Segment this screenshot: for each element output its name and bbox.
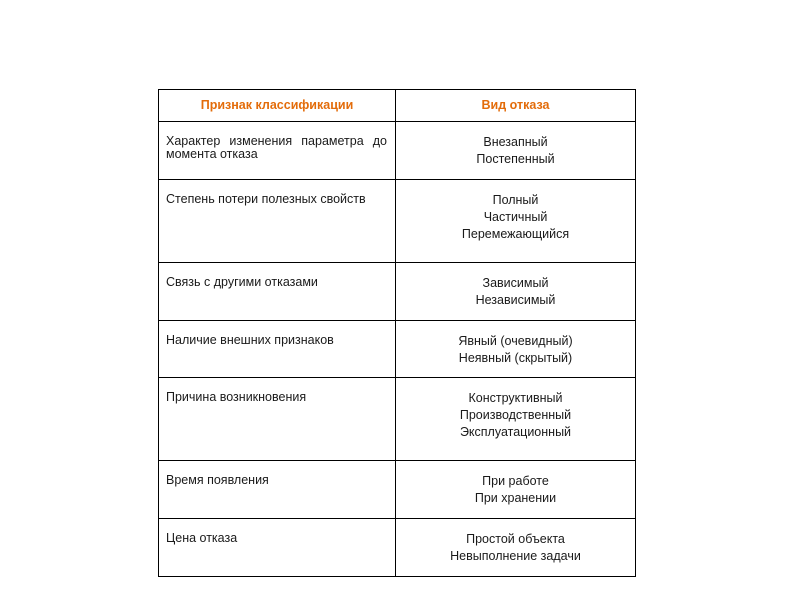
failure-type: При работе	[482, 474, 549, 488]
table-row	[159, 263, 636, 321]
criterion-cell: Связь с другими отказами	[159, 263, 396, 321]
table-row	[159, 519, 636, 577]
failure-type: Зависимый	[482, 276, 549, 290]
header-failure-type: Вид отказа	[396, 90, 636, 122]
failure-type: Перемежающийся	[461, 227, 570, 241]
criterion-cell: Наличие внешних признаков	[159, 321, 396, 378]
failure-type: Постепенный	[476, 152, 555, 166]
header-criterion: Признак классификации	[159, 90, 396, 122]
criterion-cell: Причина возникновения	[159, 378, 396, 461]
failure-type: Эксплуатационный	[459, 425, 572, 439]
table-row	[159, 122, 636, 180]
criterion-cell: Время появления	[159, 461, 396, 519]
failure-types-cell	[396, 378, 636, 461]
failure-type: Полный	[492, 193, 539, 207]
criterion-cell: Цена отказа	[159, 519, 396, 577]
failure-types-cell	[396, 321, 636, 378]
failure-type: Производственный	[459, 408, 572, 422]
failure-types-cell	[396, 461, 636, 519]
failure-type: Невыполнение задачи	[450, 549, 581, 563]
failure-type: Явный (очевидный)	[458, 334, 573, 348]
failure-types-cell	[396, 122, 636, 180]
table-row	[159, 180, 636, 263]
table-row	[159, 378, 636, 461]
table-header-row	[159, 90, 636, 122]
failure-type: Внезапный	[483, 135, 548, 149]
failure-classification-table	[158, 89, 636, 577]
failure-types-cell	[396, 180, 636, 263]
criterion-cell: Характер изменения параметра до момента отказа	[159, 122, 396, 180]
failure-types-cell	[396, 519, 636, 577]
failure-types-cell	[396, 263, 636, 321]
failure-type: Частичный	[483, 210, 548, 224]
table-row	[159, 461, 636, 519]
failure-type: Простой объекта	[466, 532, 565, 546]
failure-type: При хранении	[474, 491, 557, 505]
failure-type: Конструктивный	[468, 391, 563, 405]
table-row	[159, 321, 636, 378]
failure-type: Независимый	[475, 293, 556, 307]
failure-type: Неявный (скрытый)	[458, 351, 573, 365]
criterion-cell: Степень потери полезных свойств	[159, 180, 396, 263]
